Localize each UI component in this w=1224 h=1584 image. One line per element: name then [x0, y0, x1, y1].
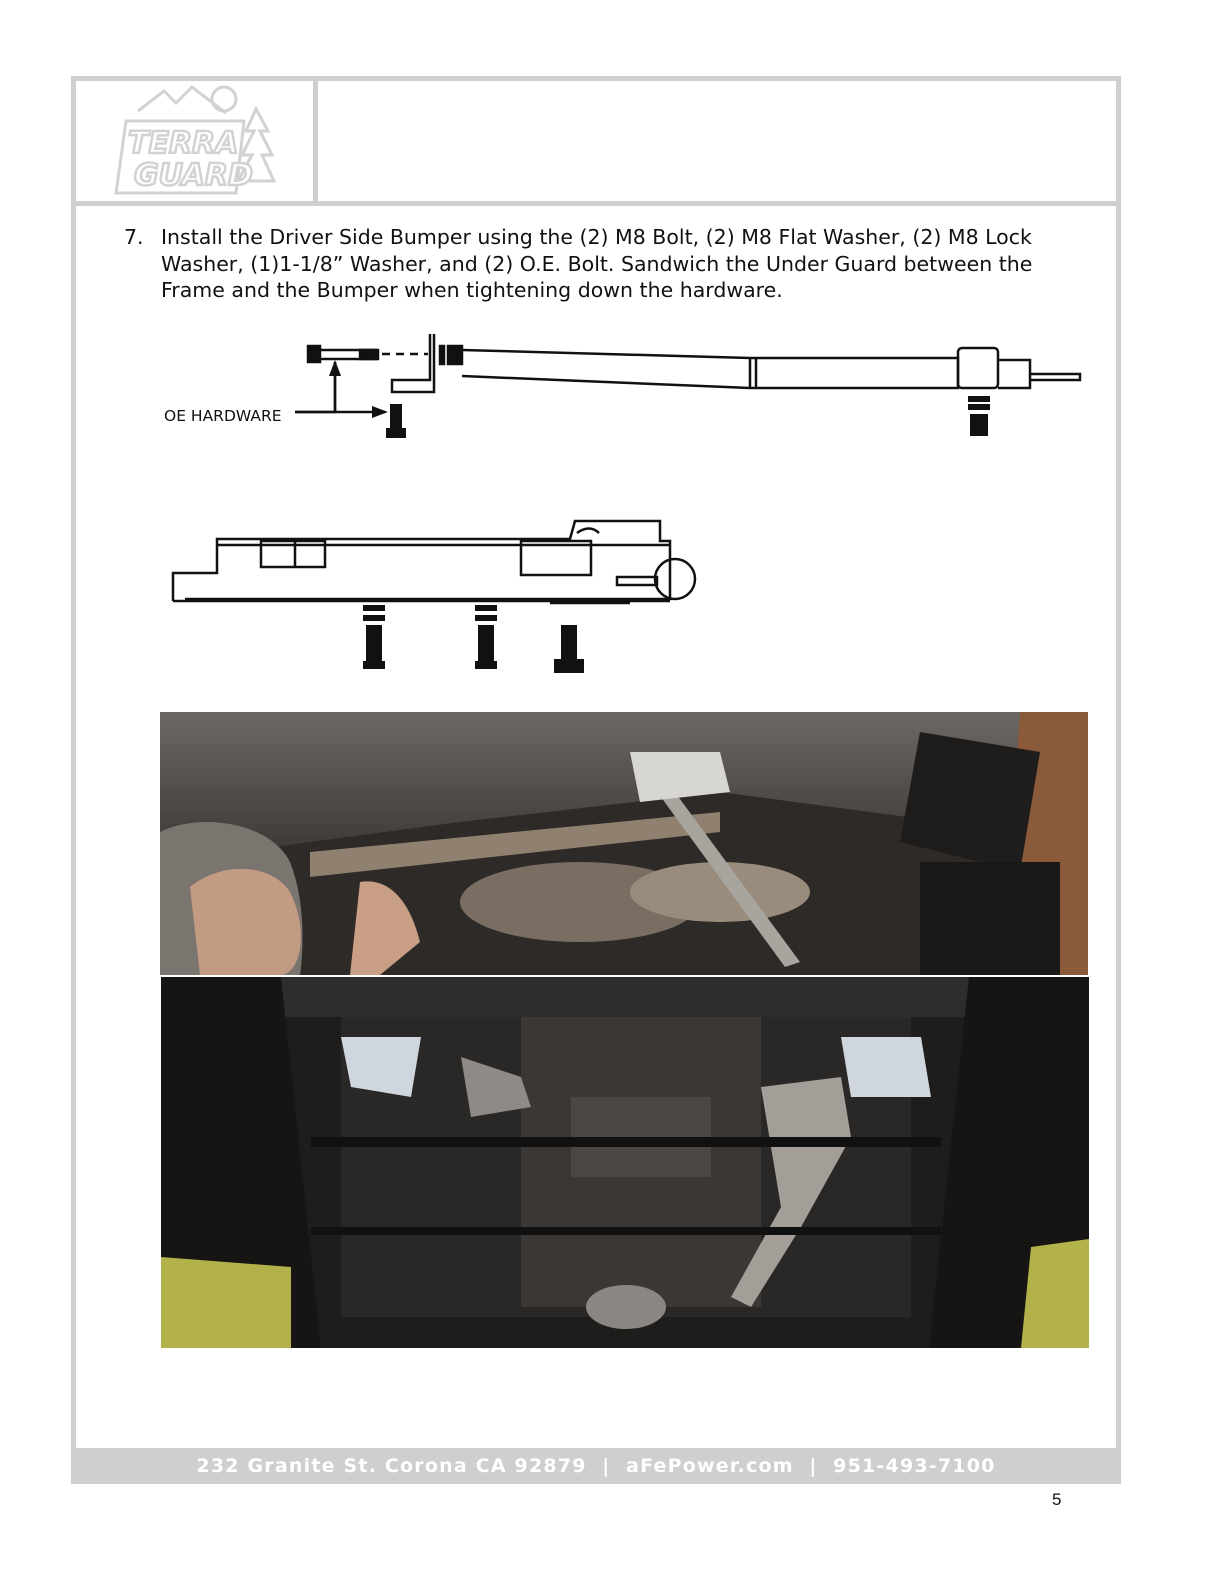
- header: [76, 81, 1116, 202]
- footer-contact: 232 Granite St. Corona CA 92879 | aFePower.com | 951-493-7100: [196, 1455, 996, 1477]
- footer-bar: [76, 1448, 1116, 1484]
- logo-line1: TERRA: [128, 126, 239, 161]
- oe-hardware-label: OE HARDWARE: [164, 407, 282, 425]
- step-number: 7.: [124, 225, 144, 249]
- header-divider: [76, 201, 1116, 206]
- under-guard-diagram: [165, 515, 705, 680]
- install-photo-1: [160, 712, 1088, 975]
- install-photo-2: [161, 977, 1089, 1348]
- logo-line2: GUARD: [134, 158, 253, 193]
- page-number: 5: [1052, 1490, 1062, 1509]
- logo-cell: [76, 81, 318, 202]
- step-text: Install the Driver Side Bumper using the (2) M8 Bolt, (2) M8 Flat Washer, (2) M8 Lock Washer, (1)1-1/8” Washer, and (2) O.E. Bolt. Sandwich the Under Guard between the Frame and the Bumper when tightening down the hardware.: [161, 225, 1033, 302]
- terra-guard-logo: [76, 81, 313, 202]
- bumper-side-diagram: [160, 330, 1085, 450]
